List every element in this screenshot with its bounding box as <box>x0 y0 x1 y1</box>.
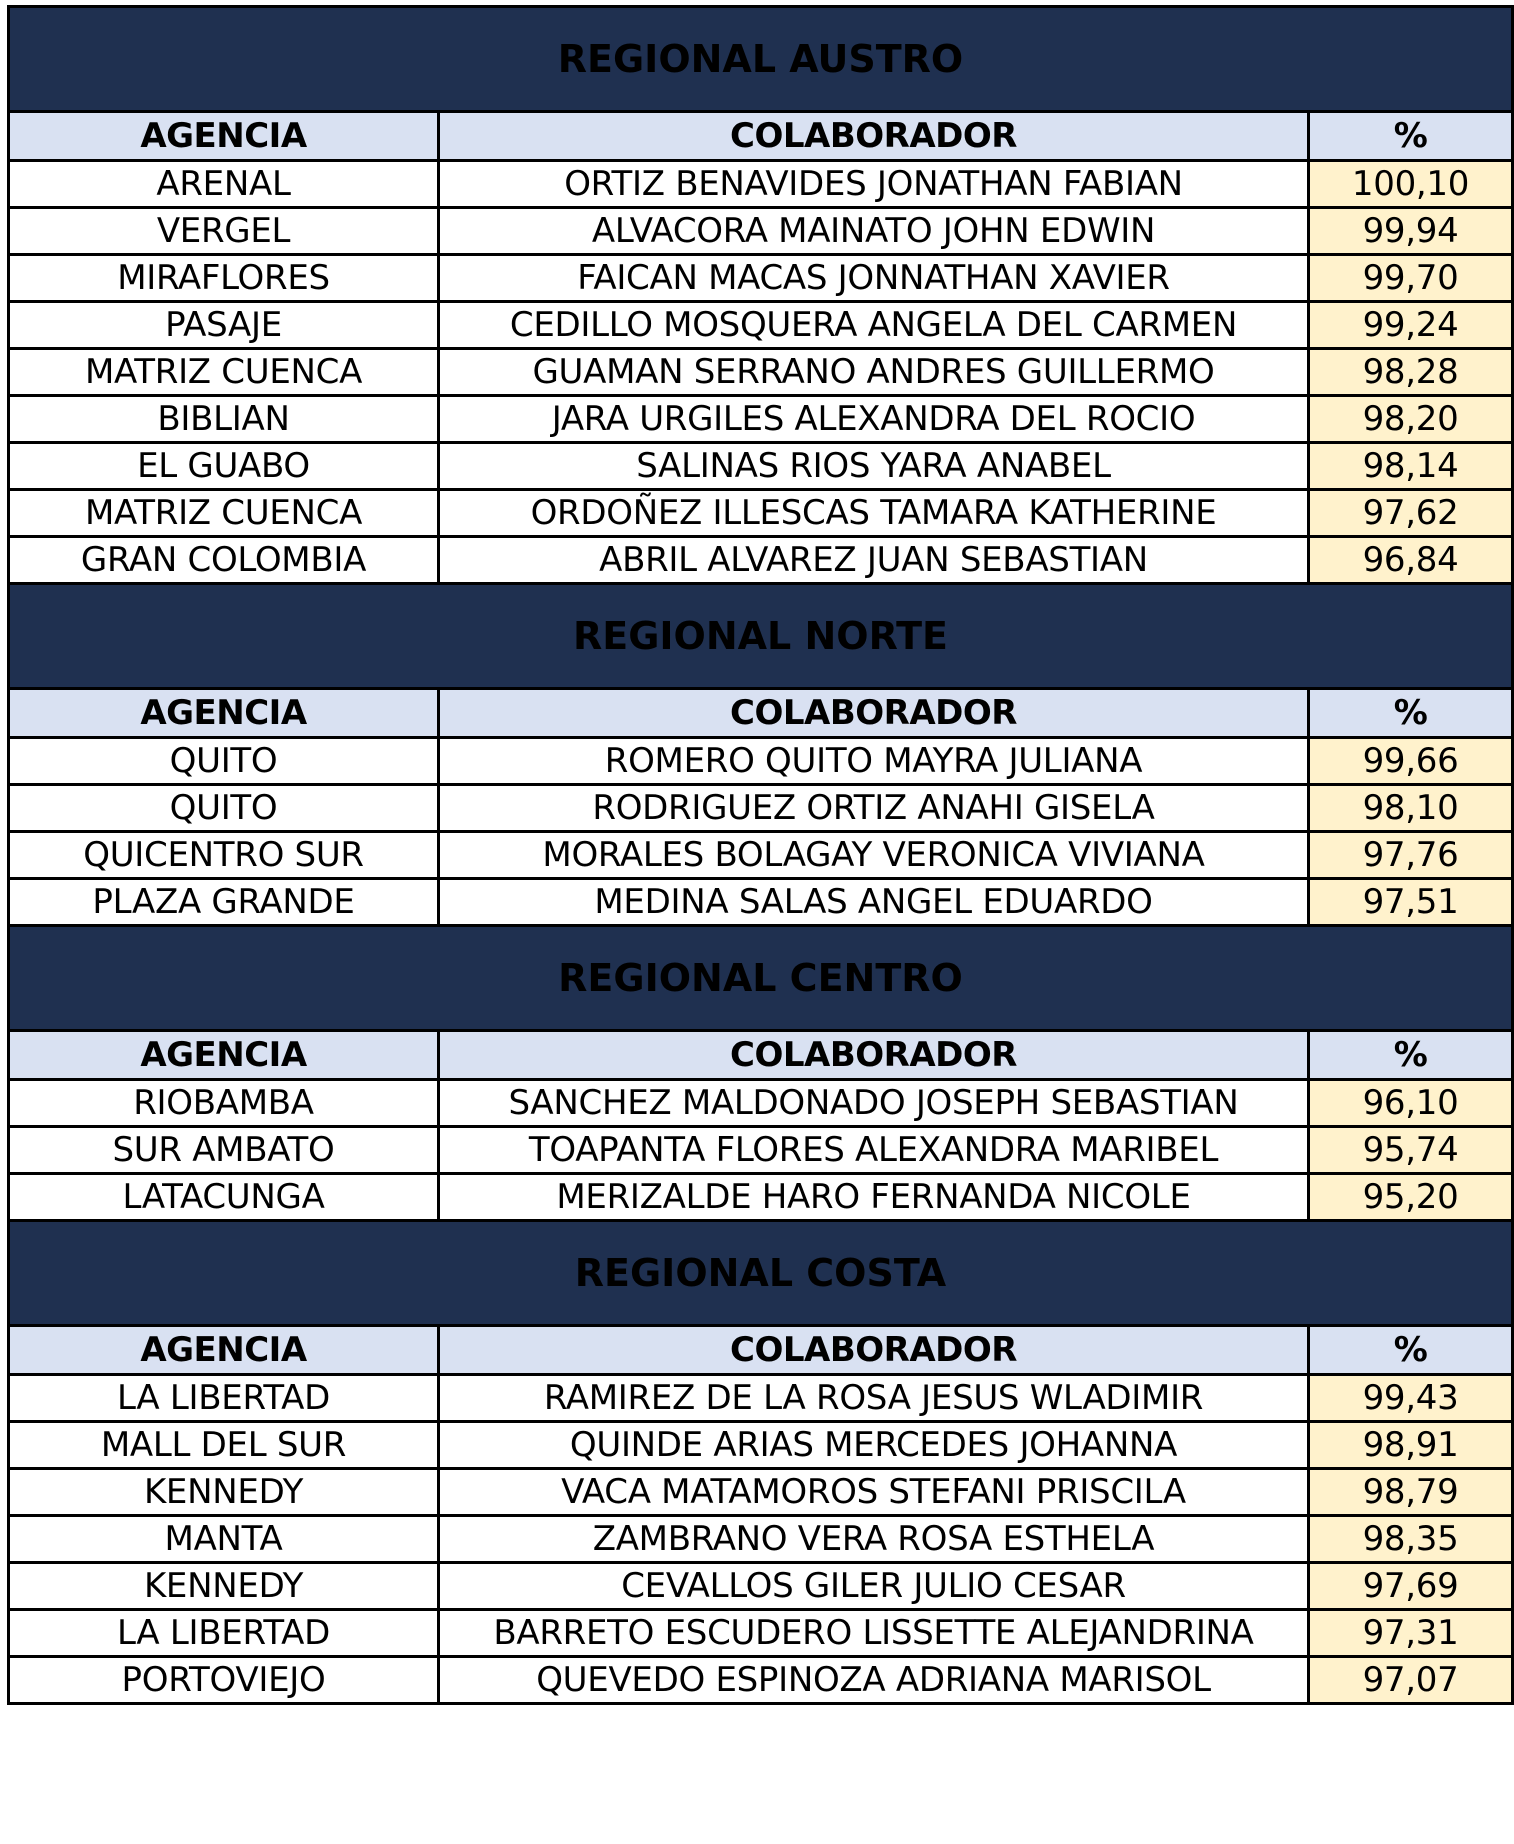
table-row <box>9 349 1513 396</box>
table-row <box>9 785 1513 832</box>
header-agencia: AGENCIA <box>9 689 439 738</box>
cell-agencia: VERGEL <box>9 208 439 255</box>
cell-percent: 99,24 <box>1309 302 1513 349</box>
cell-percent: 98,79 <box>1309 1469 1513 1516</box>
cell-percent: 97,69 <box>1309 1563 1513 1610</box>
cell-agencia: ARENAL <box>9 161 439 208</box>
table-row <box>9 255 1513 302</box>
table-row <box>9 738 1513 785</box>
header-percent: % <box>1309 112 1513 161</box>
cell-percent: 96,84 <box>1309 537 1513 584</box>
cell-agencia: BIBLIAN <box>9 396 439 443</box>
cell-percent: 96,10 <box>1309 1080 1513 1127</box>
cell-colaborador: QUEVEDO ESPINOZA ADRIANA MARISOL <box>439 1657 1309 1704</box>
cell-agencia: KENNEDY <box>9 1469 439 1516</box>
header-colaborador: COLABORADOR <box>439 112 1309 161</box>
cell-colaborador: VACA MATAMOROS STEFANI PRISCILA <box>439 1469 1309 1516</box>
cell-colaborador: ZAMBRANO VERA ROSA ESTHELA <box>439 1516 1309 1563</box>
ranking-table <box>7 5 1514 1705</box>
header-agencia: AGENCIA <box>9 112 439 161</box>
header-agencia: AGENCIA <box>9 1326 439 1375</box>
table-row <box>9 1080 1513 1127</box>
cell-percent: 97,31 <box>1309 1610 1513 1657</box>
region-header-row <box>9 584 1513 689</box>
cell-percent: 99,70 <box>1309 255 1513 302</box>
cell-agencia: SUR AMBATO <box>9 1127 439 1174</box>
cell-agencia: PASAJE <box>9 302 439 349</box>
table-row <box>9 832 1513 879</box>
cell-agencia: QUITO <box>9 785 439 832</box>
cell-agencia: PLAZA GRANDE <box>9 879 439 926</box>
cell-percent: 99,43 <box>1309 1375 1513 1422</box>
cell-agencia: MANTA <box>9 1516 439 1563</box>
cell-percent: 95,74 <box>1309 1127 1513 1174</box>
cell-agencia: QUICENTRO SUR <box>9 832 439 879</box>
header-percent: % <box>1309 1326 1513 1375</box>
column-header-row <box>9 112 1513 161</box>
cell-percent: 98,28 <box>1309 349 1513 396</box>
cell-colaborador: SANCHEZ MALDONADO JOSEPH SEBASTIAN <box>439 1080 1309 1127</box>
table-row <box>9 1127 1513 1174</box>
header-percent: % <box>1309 689 1513 738</box>
cell-percent: 97,07 <box>1309 1657 1513 1704</box>
cell-colaborador: JARA URGILES ALEXANDRA DEL ROCIO <box>439 396 1309 443</box>
header-colaborador: COLABORADOR <box>439 1031 1309 1080</box>
cell-agencia: EL GUABO <box>9 443 439 490</box>
ranking-table-body <box>9 7 1513 1704</box>
cell-agencia: GRAN COLOMBIA <box>9 537 439 584</box>
cell-agencia: LA LIBERTAD <box>9 1375 439 1422</box>
column-header-row <box>9 1326 1513 1375</box>
cell-agencia: MALL DEL SUR <box>9 1422 439 1469</box>
header-agencia: AGENCIA <box>9 1031 439 1080</box>
header-colaborador: COLABORADOR <box>439 689 1309 738</box>
cell-percent: 98,14 <box>1309 443 1513 490</box>
table-row <box>9 208 1513 255</box>
cell-colaborador: SALINAS RIOS YARA ANABEL <box>439 443 1309 490</box>
region-title: REGIONAL COSTA <box>9 1221 1513 1326</box>
column-header-row <box>9 1031 1513 1080</box>
cell-agencia: RIOBAMBA <box>9 1080 439 1127</box>
header-percent: % <box>1309 1031 1513 1080</box>
table-row <box>9 1469 1513 1516</box>
region-title: REGIONAL CENTRO <box>9 926 1513 1031</box>
region-title: REGIONAL NORTE <box>9 584 1513 689</box>
table-row <box>9 1657 1513 1704</box>
cell-agencia: PORTOVIEJO <box>9 1657 439 1704</box>
region-title: REGIONAL AUSTRO <box>9 7 1513 112</box>
cell-percent: 97,76 <box>1309 832 1513 879</box>
cell-colaborador: ROMERO QUITO MAYRA JULIANA <box>439 738 1309 785</box>
cell-colaborador: FAICAN MACAS JONNATHAN XAVIER <box>439 255 1309 302</box>
header-colaborador: COLABORADOR <box>439 1326 1309 1375</box>
cell-agencia: MIRAFLORES <box>9 255 439 302</box>
cell-colaborador: ABRIL ALVAREZ JUAN SEBASTIAN <box>439 537 1309 584</box>
cell-percent: 98,91 <box>1309 1422 1513 1469</box>
cell-agencia: MATRIZ CUENCA <box>9 349 439 396</box>
table-row <box>9 879 1513 926</box>
cell-percent: 98,10 <box>1309 785 1513 832</box>
table-row <box>9 1563 1513 1610</box>
cell-colaborador: GUAMAN SERRANO ANDRES GUILLERMO <box>439 349 1309 396</box>
table-row <box>9 161 1513 208</box>
cell-percent: 98,20 <box>1309 396 1513 443</box>
cell-agencia: LATACUNGA <box>9 1174 439 1221</box>
cell-agencia: KENNEDY <box>9 1563 439 1610</box>
cell-colaborador: BARRETO ESCUDERO LISSETTE ALEJANDRINA <box>439 1610 1309 1657</box>
cell-colaborador: MERIZALDE HARO FERNANDA NICOLE <box>439 1174 1309 1221</box>
table-row <box>9 490 1513 537</box>
cell-percent: 100,10 <box>1309 161 1513 208</box>
cell-colaborador: ORTIZ BENAVIDES JONATHAN FABIAN <box>439 161 1309 208</box>
table-row <box>9 537 1513 584</box>
region-header-row <box>9 1221 1513 1326</box>
cell-percent: 99,66 <box>1309 738 1513 785</box>
table-row <box>9 1610 1513 1657</box>
region-header-row <box>9 926 1513 1031</box>
cell-percent: 97,51 <box>1309 879 1513 926</box>
cell-colaborador: CEDILLO MOSQUERA ANGELA DEL CARMEN <box>439 302 1309 349</box>
cell-colaborador: QUINDE ARIAS MERCEDES JOHANNA <box>439 1422 1309 1469</box>
cell-colaborador: MEDINA SALAS ANGEL EDUARDO <box>439 879 1309 926</box>
cell-colaborador: MORALES BOLAGAY VERONICA VIVIANA <box>439 832 1309 879</box>
cell-percent: 95,20 <box>1309 1174 1513 1221</box>
table-row <box>9 302 1513 349</box>
table-row <box>9 1516 1513 1563</box>
cell-colaborador: RAMIREZ DE LA ROSA JESUS WLADIMIR <box>439 1375 1309 1422</box>
column-header-row <box>9 689 1513 738</box>
region-header-row <box>9 7 1513 112</box>
cell-agencia: QUITO <box>9 738 439 785</box>
cell-percent: 99,94 <box>1309 208 1513 255</box>
table-row <box>9 1422 1513 1469</box>
table-row <box>9 396 1513 443</box>
cell-colaborador: CEVALLOS GILER JULIO CESAR <box>439 1563 1309 1610</box>
cell-percent: 97,62 <box>1309 490 1513 537</box>
cell-colaborador: ALVACORA MAINATO JOHN EDWIN <box>439 208 1309 255</box>
table-row <box>9 443 1513 490</box>
cell-agencia: LA LIBERTAD <box>9 1610 439 1657</box>
cell-colaborador: ORDOÑEZ ILLESCAS TAMARA KATHERINE <box>439 490 1309 537</box>
cell-colaborador: RODRIGUEZ ORTIZ ANAHI GISELA <box>439 785 1309 832</box>
cell-colaborador: TOAPANTA FLORES ALEXANDRA MARIBEL <box>439 1127 1309 1174</box>
table-row <box>9 1174 1513 1221</box>
table-row <box>9 1375 1513 1422</box>
cell-percent: 98,35 <box>1309 1516 1513 1563</box>
cell-agencia: MATRIZ CUENCA <box>9 490 439 537</box>
